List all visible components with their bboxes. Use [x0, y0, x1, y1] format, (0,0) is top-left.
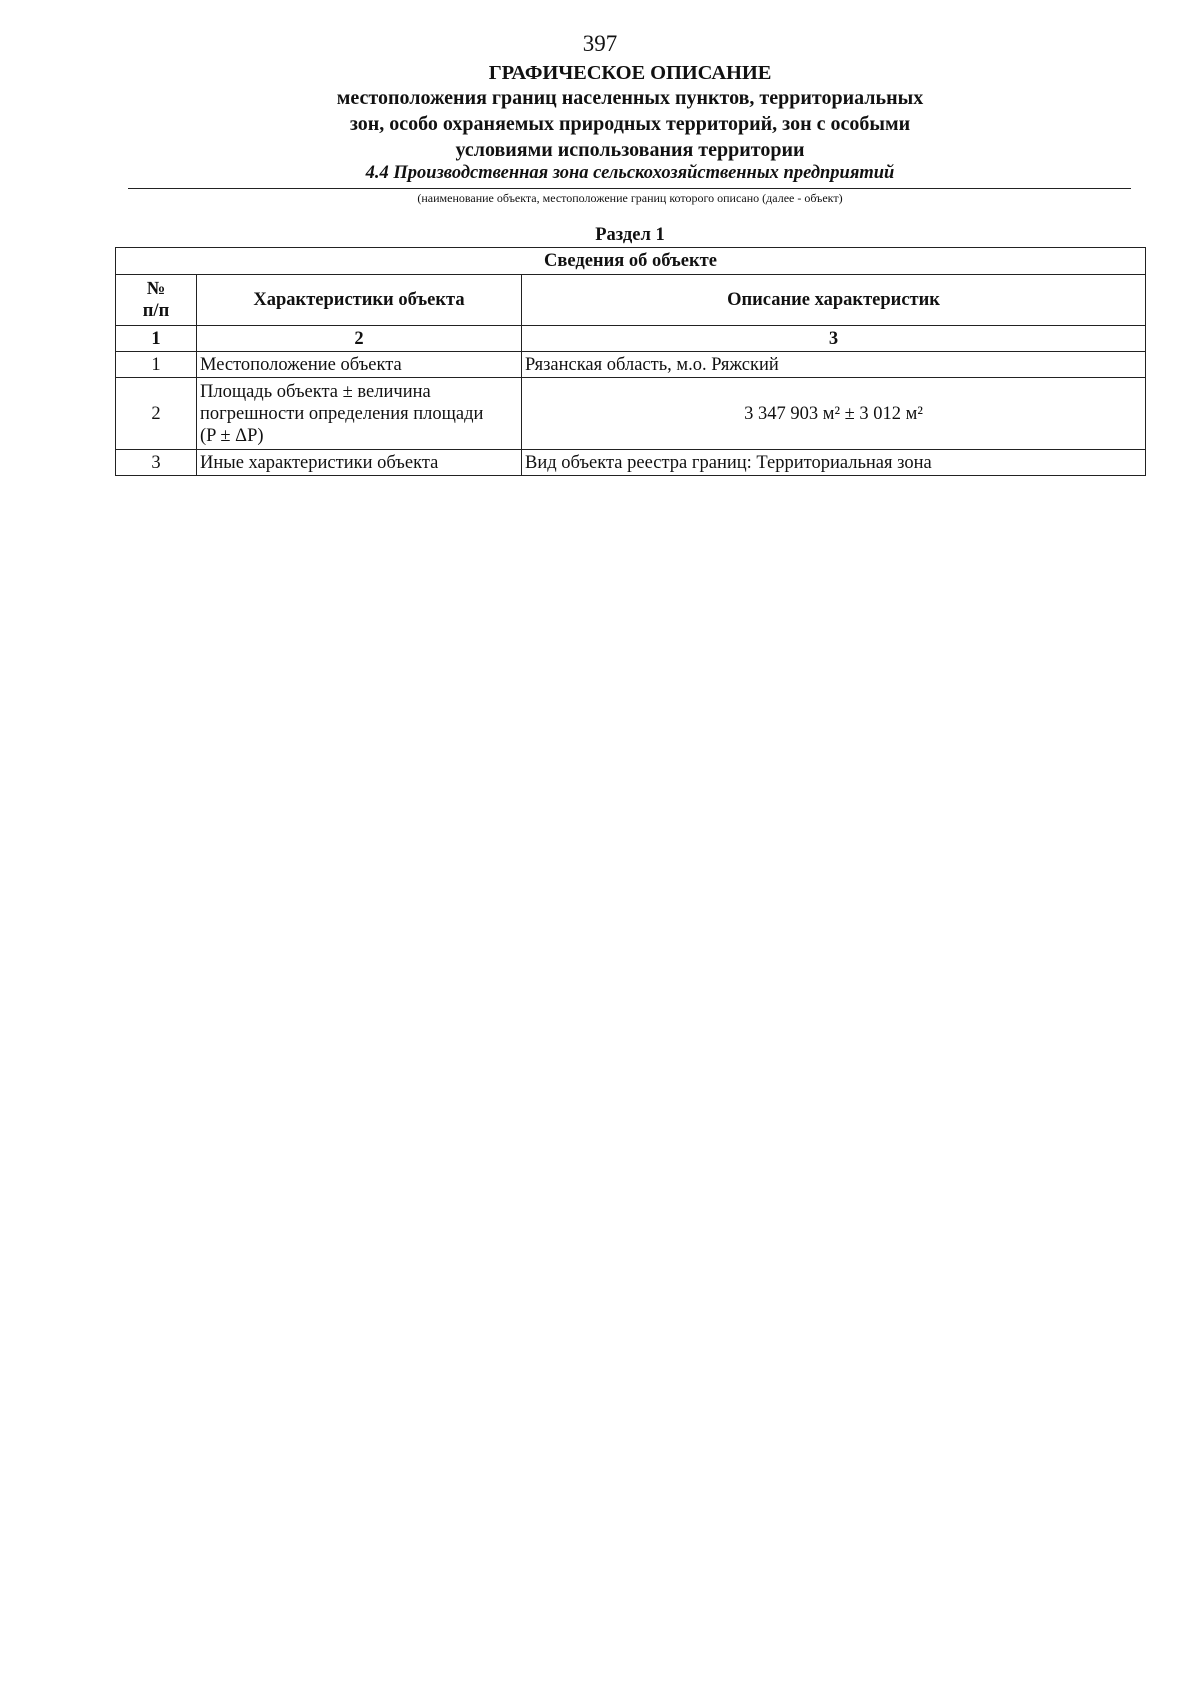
subtitle-line: зон, особо охраняемых природных территорий, зон с особыми — [349, 113, 911, 135]
column-number: 3 — [522, 326, 1146, 352]
table-title: Сведения об объекте — [116, 248, 1146, 275]
document-subtitle — [0, 85, 1200, 163]
header-num-line2: п/п — [142, 301, 170, 321]
row-description: 3 347 903 м² ± 3 012 м² — [522, 378, 1146, 450]
row-characteristic-line: погрешности определения площади — [200, 403, 484, 424]
row-number: 2 — [116, 378, 197, 450]
column-number-row — [116, 326, 1146, 352]
row-characteristic — [197, 378, 522, 450]
row-description: Вид объекта реестра границ: Территориальная зона — [522, 450, 1146, 476]
column-number: 2 — [197, 326, 522, 352]
row-characteristic-line: (P ± ΔP) — [200, 425, 264, 446]
subtitle-line: условиями использования территории — [455, 139, 805, 161]
header-num-line1: № — [146, 279, 166, 299]
row-description: Рязанская область, м.о. Ряжский — [522, 352, 1146, 378]
table-row — [116, 450, 1146, 476]
row-characteristic: Местоположение объекта — [197, 352, 522, 378]
page-number: 397 — [582, 31, 618, 56]
object-caption: (наименование объекта, местоположение границ которого описано (далее - объект) — [417, 191, 843, 205]
object-info-table — [115, 247, 1146, 476]
row-number: 1 — [116, 352, 197, 378]
section-label: Раздел 1 — [595, 225, 665, 245]
object-name: 4.4 Производственная зона сельскохозяйственных предприятий — [365, 163, 895, 183]
row-characteristic: Иные характеристики объекта — [197, 450, 522, 476]
subtitle-line: местоположения границ населенных пунктов, территориальных — [336, 87, 924, 109]
header-description: Описание характеристик — [522, 275, 1146, 326]
header-num — [116, 275, 197, 326]
header-characteristic: Характеристики объекта — [197, 275, 522, 326]
row-number: 3 — [116, 450, 197, 476]
object-name-underline — [128, 188, 1131, 189]
column-number: 1 — [116, 326, 197, 352]
row-characteristic-line: Площадь объекта ± величина — [200, 381, 431, 402]
table-row — [116, 352, 1146, 378]
document-title: ГРАФИЧЕСКОЕ ОПИСАНИЕ — [488, 62, 772, 84]
table-row — [116, 378, 1146, 450]
